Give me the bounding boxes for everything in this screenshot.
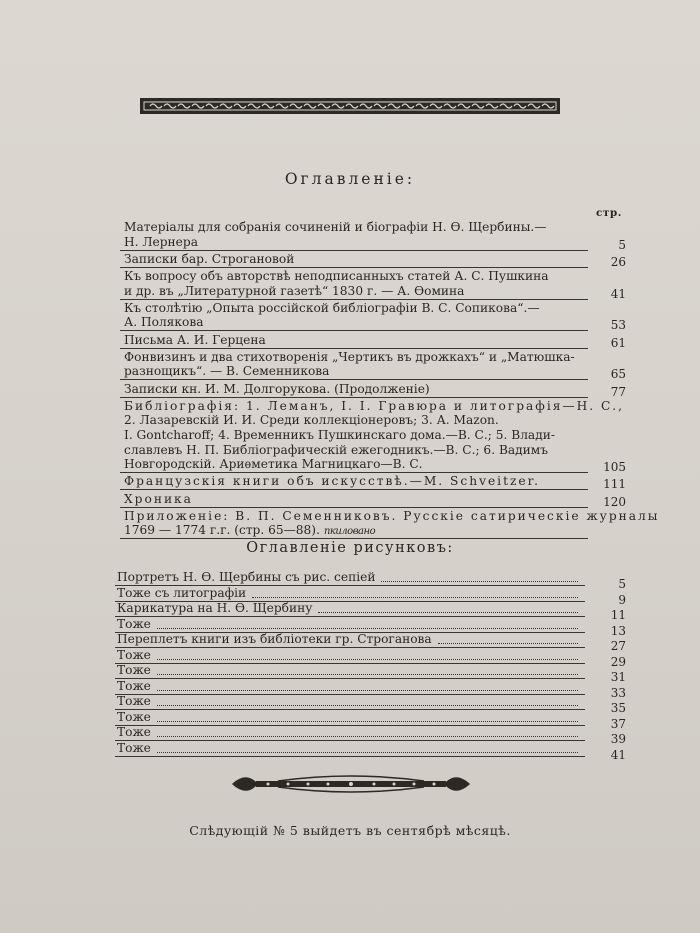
contents-entry-line: А. Полякова bbox=[124, 315, 204, 330]
underline-rule bbox=[120, 507, 588, 508]
contents-entry-line: Письма А. И. Герцена bbox=[124, 332, 266, 347]
underline-rule bbox=[120, 330, 588, 331]
dot-leader bbox=[157, 659, 578, 660]
contents-entry-line: Фонвизинъ и два стихотворенія „Чертикъ въ дрожкахъ“ и „Матюшка- bbox=[124, 349, 575, 364]
contents-entry-line: Записки бар. Строгановой bbox=[124, 251, 295, 266]
contents-entry-line: Н. Лернера bbox=[124, 234, 198, 249]
dot-leader bbox=[157, 705, 578, 706]
contents-entry-line: Къ вопросу объ авторствѣ неподписанныхъ статей А. С. Пушкина bbox=[124, 269, 549, 283]
contents-entry-line: Матеріалы для собранія сочиненій и біографіи Н. Ѳ. Щербины.— bbox=[124, 220, 547, 234]
illustration-title: Тоже съ литографіи bbox=[117, 585, 247, 600]
illustration-page-number: 5 bbox=[618, 577, 626, 591]
illustration-title: Тоже bbox=[117, 616, 151, 631]
dot-leader bbox=[157, 690, 578, 691]
contents-page-number: 61 bbox=[610, 335, 626, 350]
handwritten-note: пкиловано bbox=[323, 526, 376, 538]
illustration-title: Тоже bbox=[117, 678, 151, 693]
contents-entry-line: Новгородскій. Ариѳметика Магницкаго—В. С. bbox=[124, 457, 423, 472]
underline-rule bbox=[120, 267, 588, 268]
dot-leader bbox=[318, 612, 578, 613]
underline-rule bbox=[115, 725, 585, 726]
dot-leader bbox=[157, 752, 578, 753]
illustration-title: Тоже bbox=[117, 725, 151, 739]
top-ornament bbox=[140, 97, 560, 115]
underline-rule bbox=[120, 299, 588, 300]
contents-entry-line: Записки кн. И. М. Долгорукова. (Продолженіе) bbox=[124, 381, 430, 396]
contents-entry-line: славлевъ Н. П. Библіографическій ежегодникъ.—В. С.; 6. Вадимъ bbox=[124, 442, 549, 457]
page-column-label: стр. bbox=[596, 207, 622, 219]
illustration-title: Карикатура на Н. Ѳ. Щербину bbox=[117, 601, 313, 615]
illustration-page-number: 35 bbox=[610, 701, 626, 715]
contents-entry-line: Хроника bbox=[124, 491, 193, 506]
contents-entry-line: разнощикъ“. — В. Семенникова bbox=[124, 364, 330, 379]
underline-rule bbox=[120, 250, 588, 251]
contents-entry-line: 2. Лазаревскій И. И. Среди коллекціонеровъ; 3. А. Mazon. bbox=[124, 413, 499, 428]
illustration-title: Портретъ Н. Ѳ. Щербины съ рис. сепіей bbox=[117, 570, 376, 584]
illustration-page-number: 11 bbox=[610, 608, 626, 622]
illustration-page-number: 41 bbox=[610, 747, 626, 762]
illustration-page-number: 39 bbox=[610, 732, 626, 746]
underline-rule bbox=[115, 616, 585, 617]
contents-page-number: 5 bbox=[618, 237, 626, 252]
underline-rule bbox=[115, 647, 585, 648]
contents-page-number: 77 bbox=[610, 384, 626, 399]
dot-leader bbox=[252, 597, 578, 598]
contents-page-number: 105 bbox=[603, 460, 626, 475]
underline-rule bbox=[115, 663, 585, 664]
contents-page-number: 53 bbox=[610, 318, 626, 333]
illustration-title: Переплетъ книги изъ библіотеки гр. Строганова bbox=[117, 632, 432, 646]
underline-rule bbox=[120, 348, 588, 349]
illustration-title: Тоже bbox=[117, 647, 151, 662]
contents-page-number: 65 bbox=[610, 367, 626, 382]
dot-leader bbox=[157, 721, 578, 722]
contents-entry-line: Французскія книги объ искусствѣ.—М. Schveitzer. bbox=[124, 474, 540, 489]
illustrations-title: Оглавленіе рисунковъ: bbox=[246, 540, 454, 556]
bottom-ornament bbox=[228, 773, 474, 795]
dot-leader bbox=[157, 674, 578, 675]
dot-leader bbox=[381, 581, 578, 582]
illustration-page-number: 27 bbox=[610, 639, 626, 653]
contents-entry-line: Библіографія: 1. Леманъ, I. I. Гравюра и литографія—Н. С., bbox=[124, 398, 625, 413]
dot-leader bbox=[438, 643, 578, 644]
underline-rule bbox=[115, 678, 585, 679]
dot-leader bbox=[157, 736, 578, 737]
underline-rule bbox=[120, 489, 588, 490]
dot-leader bbox=[157, 628, 578, 629]
illustration-page-number: 31 bbox=[610, 670, 626, 684]
contents-page-number: 111 bbox=[603, 477, 626, 492]
contents-page-number: 41 bbox=[610, 286, 626, 301]
illustration-page-number: 9 bbox=[618, 592, 626, 607]
contents-title: Оглавленіе: bbox=[284, 170, 416, 188]
underline-rule bbox=[120, 379, 588, 380]
contents-entry-line: Къ столѣтію „Опыта россійской библіографіи В. С. Сопикова“.— bbox=[124, 300, 540, 315]
illustration-title: Тоже bbox=[117, 663, 151, 677]
underline-rule bbox=[115, 709, 585, 710]
illustration-title: Тоже bbox=[117, 709, 151, 724]
contents-entry-line: I. Gontcharoff; 4. Временникъ Пушкинскаго дома.—В. С.; 5. Влади- bbox=[124, 428, 555, 442]
contents-page-number: 26 bbox=[610, 254, 626, 269]
contents-entry-line: и др. въ „Литературной газетѣ“ 1830 г. — А. Ѳомина bbox=[124, 283, 465, 298]
underline-rule bbox=[115, 694, 585, 695]
illustration-title: Тоже bbox=[117, 694, 151, 708]
illustration-page-number: 13 bbox=[610, 623, 626, 638]
contents-page-number: 120 bbox=[603, 494, 626, 509]
underline-rule bbox=[120, 397, 588, 398]
illustration-title: Тоже bbox=[117, 740, 151, 755]
underline-rule bbox=[115, 756, 585, 757]
illustration-page-number: 37 bbox=[610, 716, 626, 731]
underline-rule bbox=[115, 740, 585, 741]
footer-note: Слѣдующій № 5 выйдетъ въ сентябрѣ мѣсяцѣ. bbox=[189, 823, 511, 838]
illustration-page-number: 29 bbox=[610, 654, 626, 669]
underline-rule bbox=[120, 472, 588, 473]
contents-entry-line: Приложеніе: В. П. Семенниковъ. Русскіе сатирическіе журналы bbox=[124, 508, 660, 523]
illustration-page-number: 33 bbox=[610, 685, 626, 700]
contents-entry-line: 1769 — 1774 г.г. (стр. 65—88). пкиловано bbox=[124, 523, 376, 538]
